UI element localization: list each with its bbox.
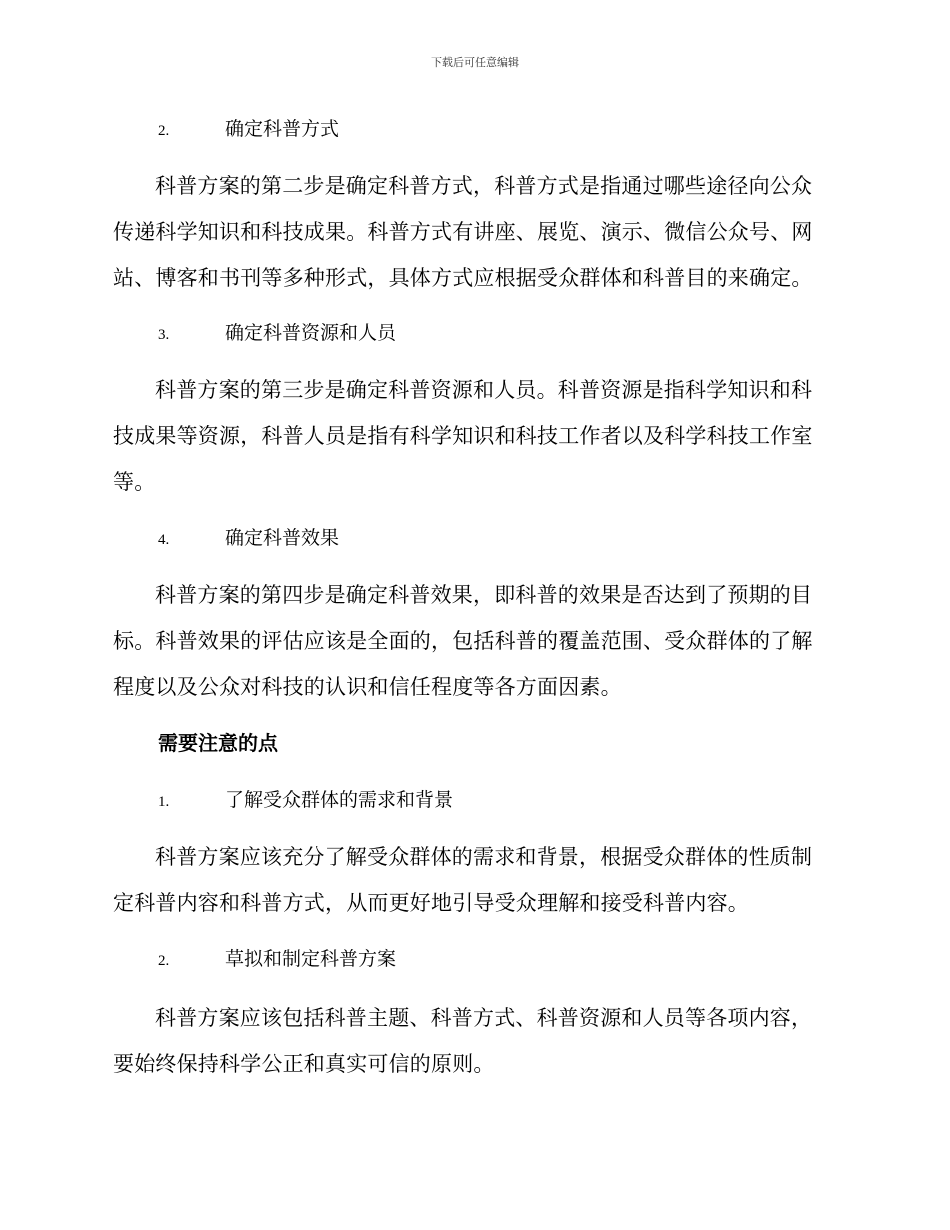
item-number: 1.: [158, 794, 170, 810]
paragraph: 科普方案的第二步是确定科普方式，科普方式是指通过哪些途径向公众传递科学知识和科技成果。科普方式有讲座、展览、演示、微信公众号、网站、博客和书刊等多种形式，具体方式应根据受众群体和科普目的来确定。: [113, 174, 813, 290]
item-heading: [158, 947, 396, 973]
paragraph: 科普方案应该充分了解受众群体的需求和背景，根据受众群体的性质制定科普内容和科普方式，从而更好地引导受众理解和接受科普内容。: [113, 845, 813, 915]
paragraph: 科普方案的第三步是确定科普资源和人员。科普资源是指科学知识和科技成果等资源，科普人员是指有科学知识和科技工作者以及科学科技工作室等。: [113, 378, 813, 494]
item-title: 草拟和制定科普方案: [225, 948, 397, 970]
item-heading: [158, 526, 339, 552]
paragraph: 科普方案应该包括科普主题、科普方式、科普资源和人员等各项内容，要始终保持科学公正和真实可信的原则。: [113, 1006, 813, 1076]
item-heading: [158, 788, 453, 814]
item-number: 2.: [158, 123, 170, 139]
item-heading: [158, 117, 339, 143]
item-title: 了解受众群体的需求和背景: [225, 789, 454, 811]
item-number: 2.: [158, 953, 170, 969]
item-heading: [158, 321, 396, 347]
item-number: 3.: [158, 327, 170, 343]
item-title: 确定科普效果: [225, 527, 340, 549]
item-title: 确定科普资源和人员: [225, 322, 397, 344]
section-title: 需要注意的点: [158, 731, 278, 755]
item-title: 确定科普方式: [225, 118, 340, 140]
page-header: 下载后可任意编辑: [431, 56, 519, 69]
item-number: 4.: [158, 532, 170, 548]
paragraph: 科普方案的第四步是确定科普效果，即科普的效果是否达到了预期的目标。科普效果的评估应该是全面的，包括科普的覆盖范围、受众群体的了解程度以及公众对科技的认识和信任程度等各方面因素。: [113, 583, 813, 699]
